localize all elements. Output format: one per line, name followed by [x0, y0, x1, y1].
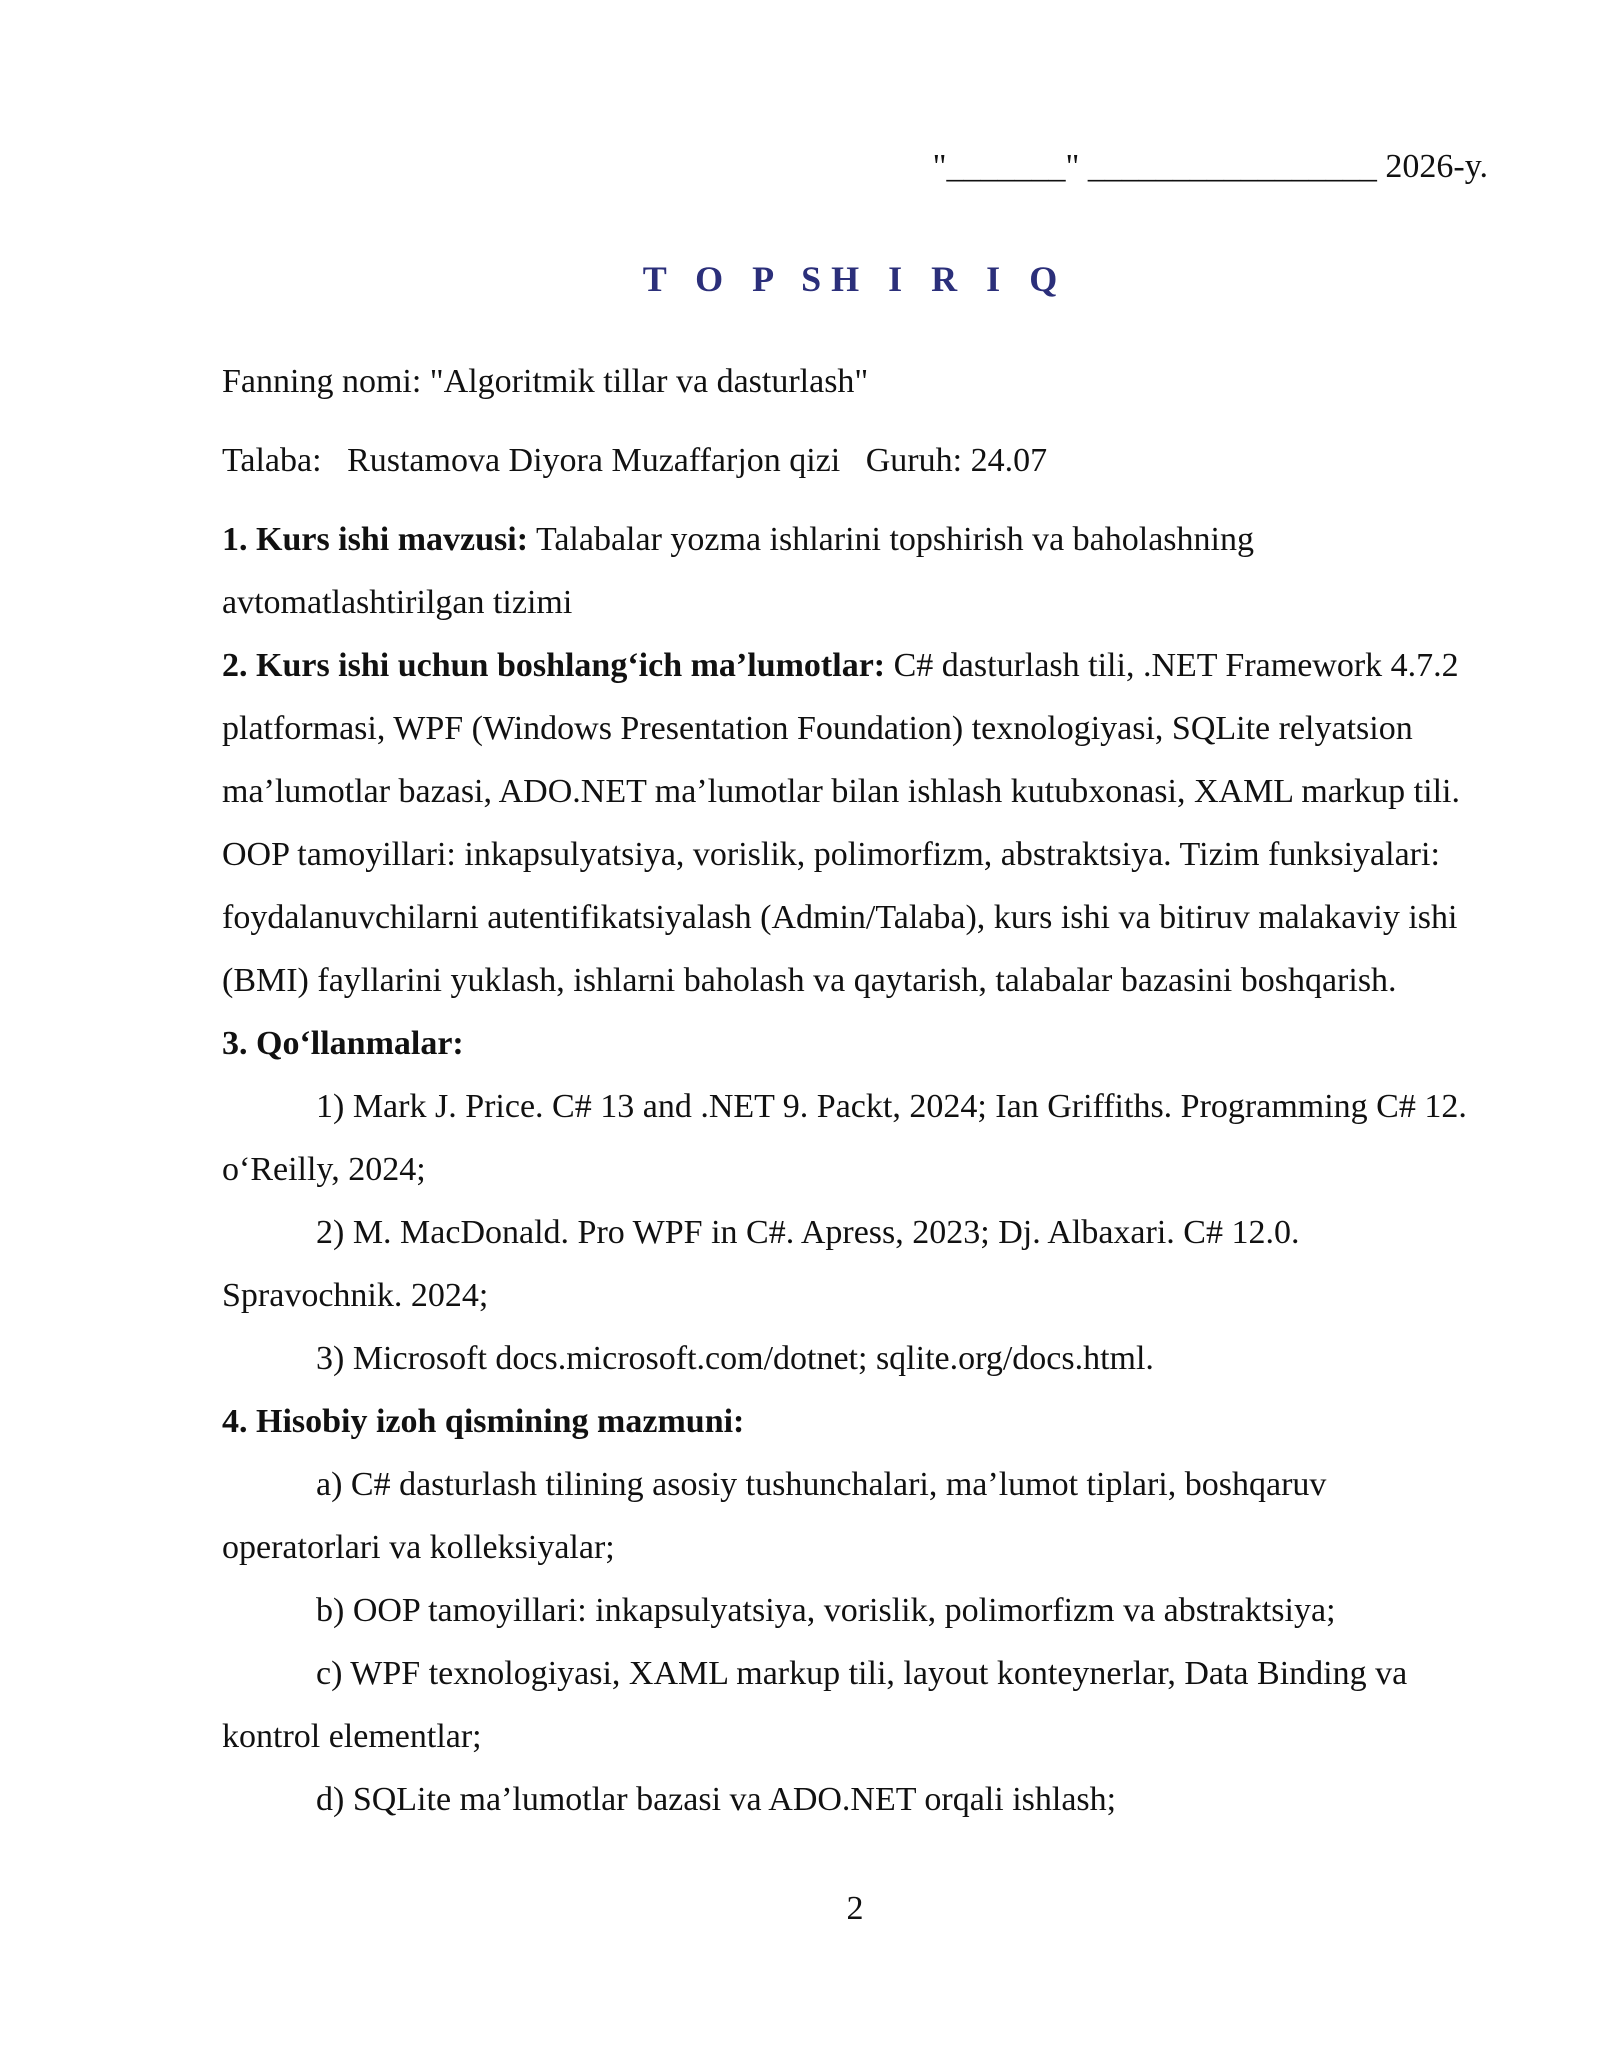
student-name: Rustamova Diyora Muzaffarjon qizi — [347, 442, 841, 479]
group-value: 24.07 — [970, 442, 1048, 479]
date-line: "_______" _________________ 2026-y. — [932, 148, 1488, 185]
section-3 — [222, 1012, 1488, 1075]
document-body — [222, 350, 1488, 1831]
section-4 — [222, 1390, 1488, 1453]
reference-item: 2) M. MacDonald. Pro WPF in C#. Apress, 2023; Dj. Albaxari. C# 12.0. Spravochnik. 2024; — [222, 1214, 1300, 1314]
group-label: Guruh: — [865, 442, 963, 479]
page-number: 2 — [846, 1890, 864, 1927]
section-2-text: C# dasturlash tili, .NET Framework 4.7.2 platformasi, WPF (Windows Presentation Foundation) texnologiyasi, SQLite relyatsion ma’lumotlar bazasi, ADO.NET ma’lumotlar bilan ishlash kutubxonasi, XAML markup tili. OOP tamoyillari: inkapsulyatsiya, vorislik, polimorfizm, abstraktsiya. Tizim funksiyalari: foydalanuvchilarni autentifikatsiyalash (Admin/Talaba), kurs ishi va bitiruv malakaviy ishi (BMI) fayllarini yuklash, ishlarni baholash va qaytarish, talabalar bazasini boshqarish. — [222, 647, 1460, 999]
reference-item: 3) Microsoft docs.microsoft.com/dotnet; sqlite.org/docs.html. — [316, 1340, 1154, 1377]
content-item: a) C# dasturlash tilining asosiy tushunchalari, ma’lumot tiplari, boshqaruv operatorlari va kolleksiyalar; — [222, 1466, 1327, 1566]
section-3-heading: 3. Qo‘llanmalar: — [222, 1025, 464, 1062]
subject-value: "Algoritmik tillar va dasturlash" — [429, 363, 869, 400]
section-1-text: Talabalar yozma ishlarini topshirish va baholashning avtomatlashtirilgan tizimi — [222, 521, 1254, 621]
section-4-heading: 4. Hisobiy izoh qismining mazmuni: — [222, 1403, 745, 1440]
content-item: b) OOP tamoyillari: inkapsulyatsiya, vorislik, polimorfizm va abstraktsiya; — [316, 1592, 1336, 1629]
content-item: d) SQLite ma’lumotlar bazasi va ADO.NET orqali ishlash; — [316, 1781, 1117, 1818]
student-line — [222, 429, 1488, 492]
reference-item: 1) Mark J. Price. C# 13 and .NET 9. Packt, 2024; Ian Griffiths. Programming C# 12. o‘Reilly, 2024; — [222, 1088, 1467, 1188]
section-2-heading: 2. Kurs ishi uchun boshlang‘ich ma’lumotlar: — [222, 647, 886, 684]
section-2 — [222, 634, 1488, 1012]
subject-line — [222, 350, 1488, 413]
content-item: c) WPF texnologiyasi, XAML markup tili, layout konteynerlar, Data Binding va kontrol elementlar; — [222, 1655, 1408, 1755]
subject-label: Fanning nomi: — [222, 363, 422, 400]
student-label: Talaba: — [222, 442, 322, 479]
section-1-heading: 1. Kurs ishi mavzusi: — [222, 521, 529, 558]
document-title: T O P SH I R I Q — [642, 259, 1068, 299]
section-1 — [222, 508, 1488, 634]
